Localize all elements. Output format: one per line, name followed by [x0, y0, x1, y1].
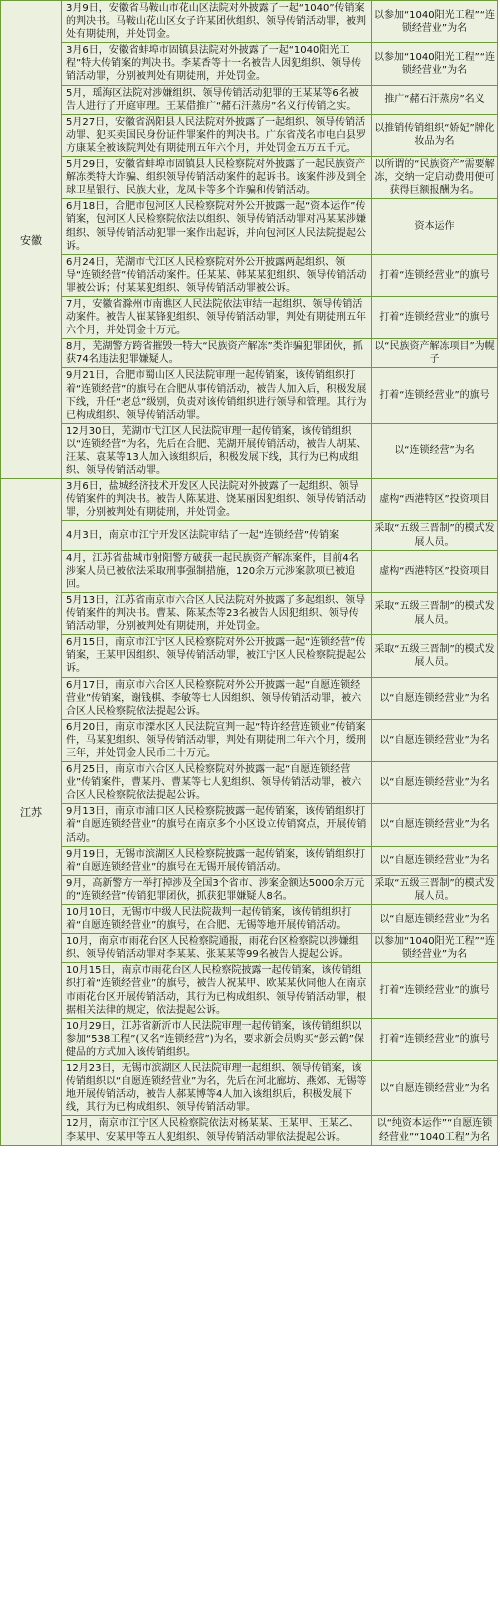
scheme-method-cell: 推广“赭石汗蒸房”名义: [372, 85, 498, 114]
table-row: [1, 592, 498, 634]
table-row: [1, 114, 498, 156]
table-row: [1, 479, 498, 521]
case-description-cell: 4月，江苏省盐城市射阳警方破获一起民族资产解冻案件，目前4名涉案人员已被依法采取刑事强制措施，120余万元涉案款项已被追回。: [62, 550, 372, 592]
scheme-method-cell: 采取“五级三晋制”的模式发展人员。: [372, 592, 498, 634]
scheme-method-cell: 以参加“1040阳光工程”“连锁经营业”为名: [372, 1, 498, 43]
scheme-method-cell: 采取“五级三晋制”的模式发展人员。: [372, 635, 498, 677]
province-cell: 安徽: [1, 1, 62, 479]
case-description-cell: 3月9日，安徽省马鞍山市花山区法院对外披露了一起“1040”传销案的判决书。马鞍山花山区女子许某团伙组织、领导传销活动罪，被判处有期徒刑，并处罚金。: [62, 1, 372, 43]
scheme-method-cell: 以所谓的“民族资产”需要解冻，交纳一定启动费用便可获得巨额报酬为名。: [372, 157, 498, 199]
scheme-method-cell: 以“自愿连锁经营业”为名: [372, 905, 498, 934]
case-description-cell: 4月3日，南京市江宁开发区法院审结了一起“连锁经营”传销案: [62, 521, 372, 550]
scheme-method-cell: 以“自愿连锁经营业”为名: [372, 846, 498, 875]
table-row: [1, 846, 498, 875]
table-row: [1, 157, 498, 199]
scheme-method-cell: 虚构“西港特区”投资项目: [372, 550, 498, 592]
case-description-cell: 9月19日，无锡市滨湖区人民检察院披露一起传销案，该传销组织打着“自愿连锁经营业”的旗号在无锡开展传销活动。: [62, 846, 372, 875]
scheme-method-cell: 以推销传销组织“娇妃”牌化妆品为名: [372, 114, 498, 156]
case-description-cell: 6月25日，南京市六合区人民检察院对外披露一起“自愿连锁经营业”传销案件，曹某丹、曹某等七人犯组织、领导传销活动罪，被六合区人民检察院依法提起公诉。: [62, 762, 372, 804]
case-description-cell: 3月6日，盐城经济技术开发区人民法院对外披露了一起组织、领导传销案件的判决书。被告人陈某进、饶某丽因犯组织、领导传销活动罪，分别被判处有期徒刑，并处罚金。: [62, 479, 372, 521]
scheme-method-cell: 采取“五级三晋制”的模式发展人员。: [372, 521, 498, 550]
table-row: [1, 1018, 498, 1060]
table-row: [1, 963, 498, 1018]
table-row: [1, 719, 498, 761]
table-row: [1, 199, 498, 254]
case-description-cell: 5月，瑶海区法院对涉嫌组织、领导传销活动犯罪的王某某等6名被告人进行了开庭审理。王某借推广“赭石汗蒸房”名义行传销之实。: [62, 85, 372, 114]
scheme-method-cell: 以“自愿连锁经营业”为名: [372, 762, 498, 804]
scheme-method-cell: 采取“五级三晋制”的模式发展人员。: [372, 875, 498, 904]
case-description-cell: 3月6日，安徽省蚌埠市固镇县法院对外披露了一起“1040阳光工程”特大传销案的判决书。李某香等十一名被告人因犯组织、领导传销活动罪，分别被判处有期徒刑，并处罚金。: [62, 43, 372, 85]
scheme-method-cell: 资本运作: [372, 199, 498, 254]
case-table-body: [1, 1, 498, 1146]
table-row: [1, 254, 498, 296]
province-cell: 江苏: [1, 479, 62, 1145]
scheme-method-cell: 以参加“1040阳光工程”“连锁经营业”为名: [372, 43, 498, 85]
scheme-method-cell: 打着“连锁经营业”的旗号: [372, 1018, 498, 1060]
table-row: [1, 43, 498, 85]
table-row: [1, 1061, 498, 1116]
table-row: [1, 423, 498, 478]
scheme-method-cell: 以“纯资本运作”“自愿连锁经营业”“1040工程”为名: [372, 1116, 498, 1145]
table-row: [1, 1, 498, 43]
scheme-method-cell: 以“自愿连锁经营业”为名: [372, 1061, 498, 1116]
case-description-cell: 8月，芜湖警方跨省摧毁一特大“民族资产解冻”类诈骗犯罪团伙，抓获74名违法犯罪嫌疑人。: [62, 339, 372, 368]
case-description-cell: 12月30日，芜湖市弋江区人民法院审理一起传销案，该传销组织以“连锁经营”为名，先后在合肥、芜湖开展传销活动，被告人胡某、汪某、袁某等13人加入该组织后，积极发展下线，其行为已构成组织、领导传销活动罪。: [62, 423, 372, 478]
table-row: [1, 296, 498, 338]
case-description-cell: 6月18日，合肥市包河区人民检察院对外公开披露一起“资本运作”传销案，包河区人民检察院依法以组织、领导传销活动罪对冯某某涉嫌组织、领导传销活动犯罪一案作出起诉，并向包河区人民法院提起公诉。: [62, 199, 372, 254]
scheme-method-cell: 以“自愿连锁经营业”为名: [372, 719, 498, 761]
table-row: [1, 905, 498, 934]
case-description-cell: 9月21日，合肥市蜀山区人民法院审理一起传销案，该传销组织打着“连锁经营”的旗号在合肥从事传销活动，被告人加入后，积极发展下线，升任“老总”级别，负责对该传销组织进行领导和管理。其行为已构成组织、领导传销活动罪。: [62, 368, 372, 423]
case-description-cell: 10月29日，江苏省新沂市人民法院审理一起传销案，该传销组织以参加“538工程”(又名“连锁经营”)为名，要求新会员购买“彭云鹤”保健品的方式加入该传销组织。: [62, 1018, 372, 1060]
table-row: [1, 1116, 498, 1145]
scheme-method-cell: 打着“连锁经营业”的旗号: [372, 368, 498, 423]
scheme-method-cell: 以“连锁经营”为名: [372, 423, 498, 478]
scheme-method-cell: 虚构“西港特区”投资项目: [372, 479, 498, 521]
table-row: [1, 875, 498, 904]
table-row: [1, 677, 498, 719]
scheme-method-cell: 以参加“1040阳光工程”“连锁经营业”为名: [372, 934, 498, 963]
scheme-method-cell: 打着“连锁经营业”的旗号: [372, 296, 498, 338]
scheme-method-cell: 以“自愿连锁经营业”为名: [372, 804, 498, 846]
table-row: [1, 635, 498, 677]
case-description-cell: 7月，安徽省滁州市南谯区人民法院依法审结一起组织、领导传销活动案件。被告人崔某锋犯组织、领导传销活动罪，判处有期徒刑五年六个月，并处罚金十万元。: [62, 296, 372, 338]
case-description-cell: 9月，高新警方一举打掉涉及全国3个省市、涉案金额达5000余万元的“连锁经营”传销犯罪团伙，抓获犯罪嫌疑人8名。: [62, 875, 372, 904]
case-description-cell: 6月20日，南京市溧水区人民法院宣判一起“特许经营连锁业”传销案件，马某犯组织、领导传销活动罪，判处有期徒刑二年六个月，缓刑三年，并处罚金人民币二十万元。: [62, 719, 372, 761]
case-description-cell: 10月10日，无锡市中级人民法院裁判一起传销案，该传销组织打着“自愿连锁经营业”的旗号，在合肥、无锡等地开展传销活动。: [62, 905, 372, 934]
case-description-cell: 6月17日，南京市六合区人民检察院对外公开披露一起“自愿连锁经营业”传销案，谢钱棋、李敏等七人因组织、领导传销活动罪，被六合区人民检察院依法提起公诉。: [62, 677, 372, 719]
table-row: [1, 804, 498, 846]
scheme-method-cell: 打着“连锁经营业”的旗号: [372, 254, 498, 296]
table-row: [1, 339, 498, 368]
case-description-cell: 9月13日，南京市浦口区人民检察院披露一起传销案，该传销组织打着“自愿连锁经营业”的旗号在南京多个小区设立传销窝点，开展传销活动。: [62, 804, 372, 846]
case-description-cell: 10月，南京市雨花台区人民检察院通报，雨花台区检察院以涉嫌组织、领导传销活动罪对李某某、张某某等99名被告人提起公诉。: [62, 934, 372, 963]
table-row: [1, 368, 498, 423]
scheme-method-cell: 以“民族资产解冻项目”为幌子: [372, 339, 498, 368]
case-description-cell: 10月15日，南京市雨花台区人民检察院披露一起传销案，该传销组织打着“连锁经营业”的旗号，被告人祝某甲、欧某某伙同他人在南京市雨花台区开展传销活动，其行为已构成组织、领导传销活动罪，根据相关法律的规定，依法提起公诉。: [62, 963, 372, 1018]
scheme-method-cell: 打着“连锁经营业”的旗号: [372, 963, 498, 1018]
case-description-cell: 12月23日，无锡市滨湖区人民法院审理一起组织、领导传销案，该传销组织以“自愿连锁经营业”为名，先后在河北廊坊、燕郊、无锡等地开展传销活动，被告人郝某博等4人加入该组织后，积极发展下线，其行为已构成组织、领导传销活动罪。: [62, 1061, 372, 1116]
scheme-method-cell: 以“自愿连锁经营业”为名: [372, 677, 498, 719]
case-description-cell: 5月29日，安徽省蚌埠市固镇县人民检察院对外披露了一起民族资产解冻类特大诈骗、组织领导传销活动案件的起诉书。该案件涉及到全球卫星银行、民族大业，龙凤卡等多个诈骗和传销活动。: [62, 157, 372, 199]
table-row: [1, 934, 498, 963]
table-row: [1, 85, 498, 114]
case-description-cell: 5月13日，江苏省南京市六合区人民法院对外披露了多起组织、领导传销案件的判决书。曹某、陈某杰等23名被告人因犯组织、领导传销活动罪，分别被判处有期徒刑，并处罚金。: [62, 592, 372, 634]
case-description-cell: 5月27日，安徽省涡阳县人民法院对外披露了一起组织、领导传销活动罪、犯买卖国民身份证件罪案件的判决书。广东省茂名市电白县罗方康某全被该院判处有期徒刑五年六个月，并处罚金五万五千元。: [62, 114, 372, 156]
case-description-cell: 6月24日，芜湖市弋江区人民检察院对外公开披露两起组织、领导“连锁经营”传销活动案件。任某某、韩某某犯组织、领导传销活动罪被公诉；付某某犯组织、领导传销活动罪被公诉。: [62, 254, 372, 296]
case-description-cell: 12月，南京市江宁区人民检察院依法对杨某某、王某甲、王某乙、李某甲、安某甲等五人犯组织、领导传销活动罪依法提起公诉。: [62, 1116, 372, 1145]
table-row: [1, 550, 498, 592]
case-description-cell: 6月15日，南京市江宁区人民检察院对外公开披露一起“连锁经营”传销案，王某甲因组织、领导传销活动罪，被江宁区人民检察院提起公诉。: [62, 635, 372, 677]
table-row: [1, 521, 498, 550]
table-row: [1, 762, 498, 804]
